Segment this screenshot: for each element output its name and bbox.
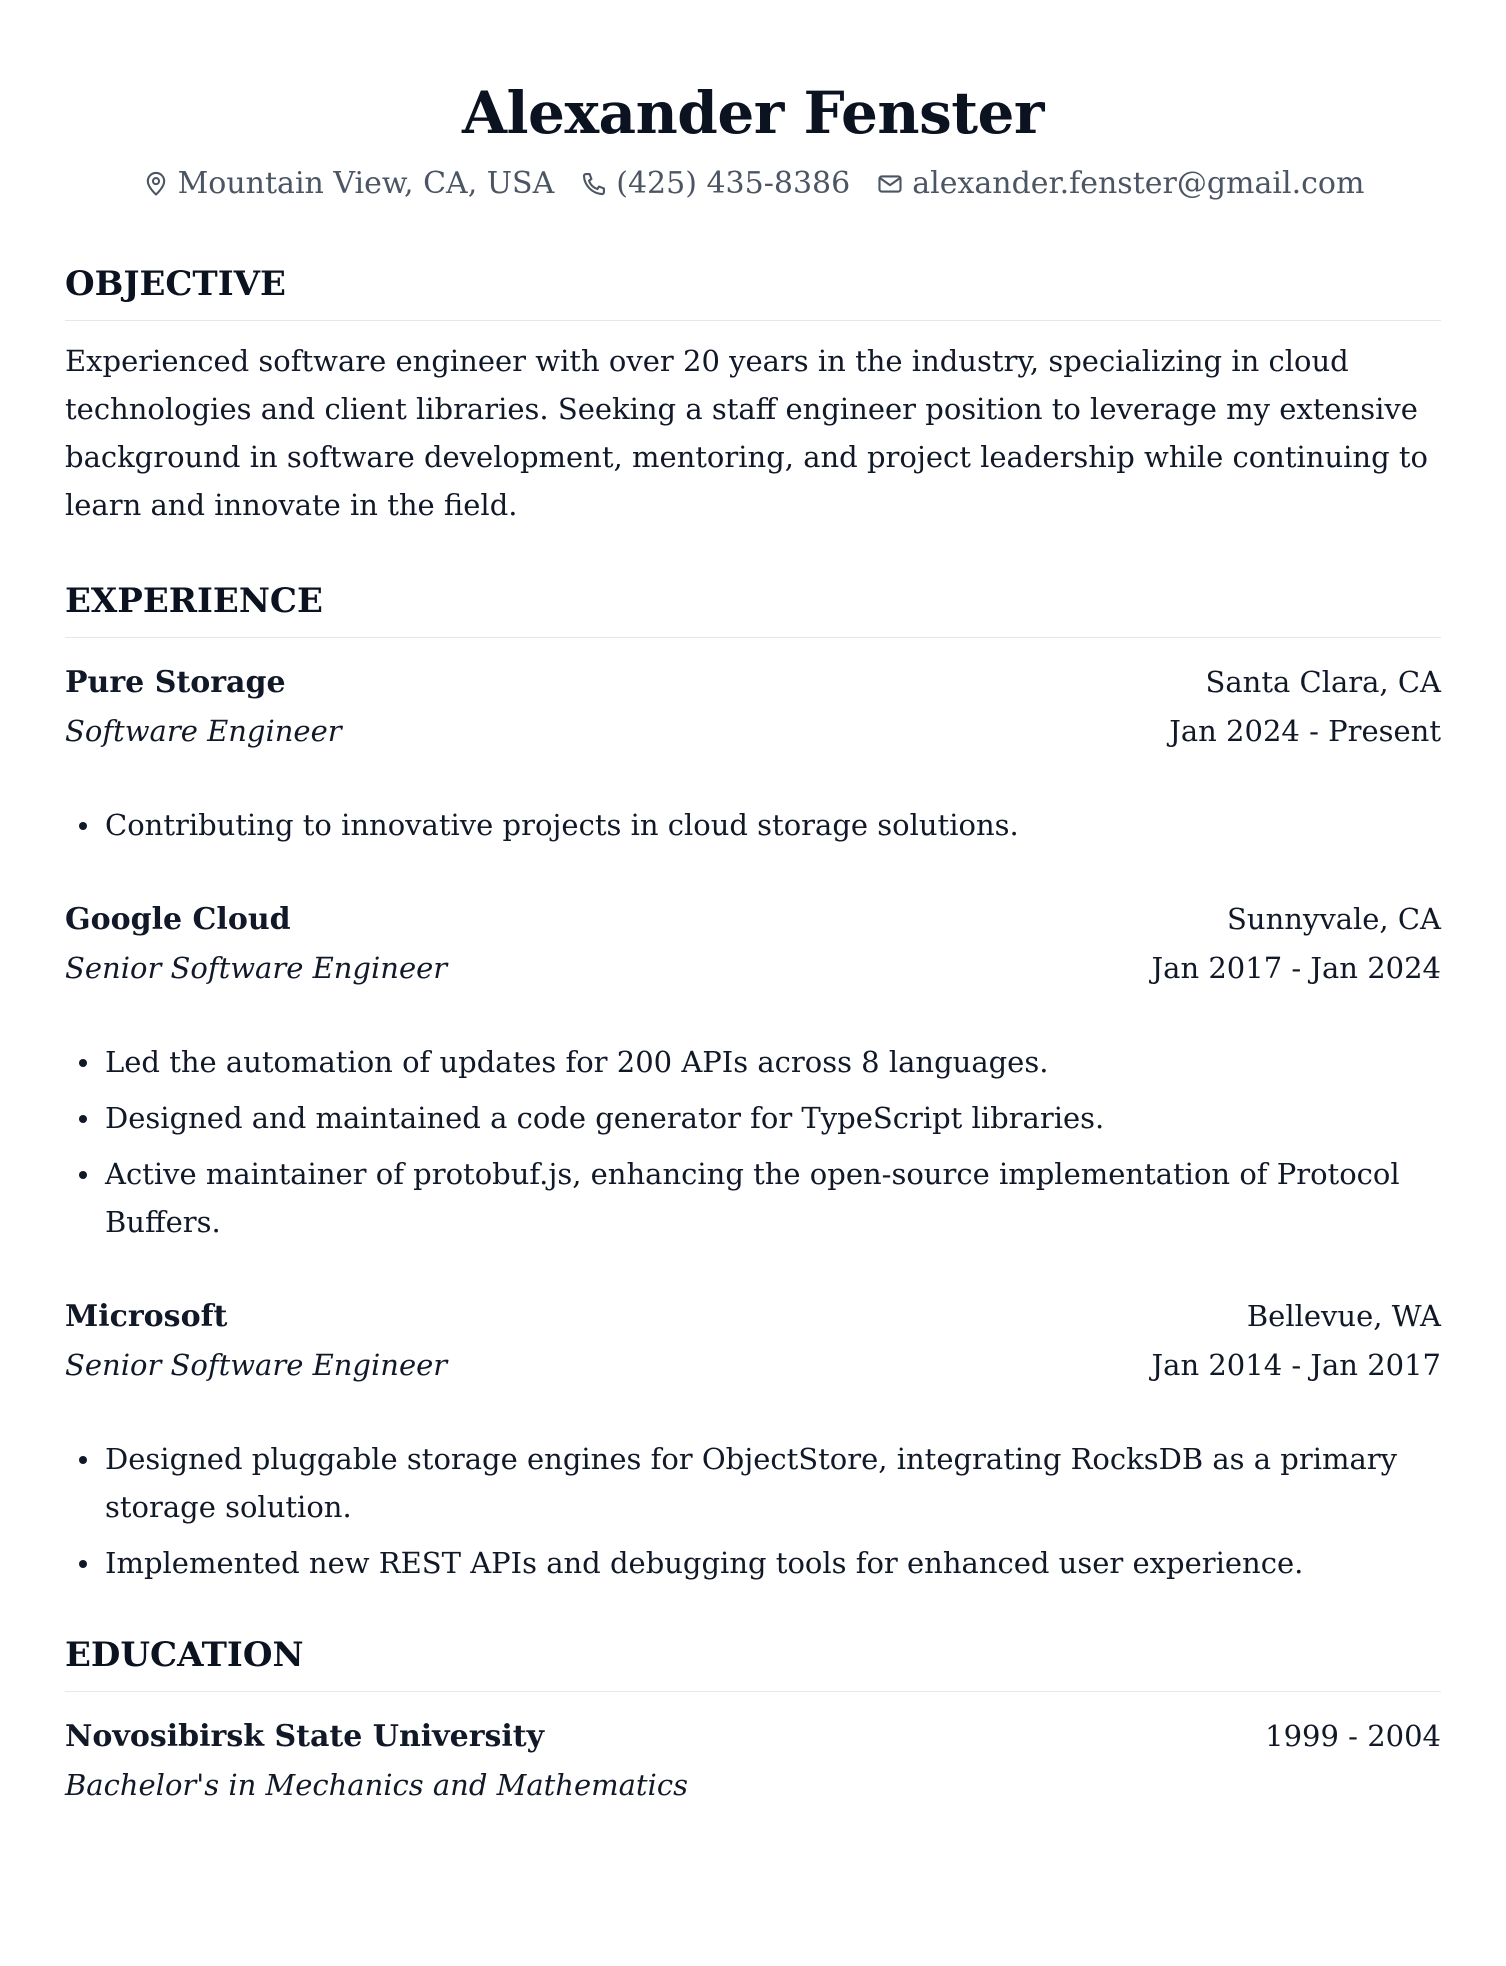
school-name: Novosibirsk State University bbox=[65, 1719, 545, 1754]
job-role-row bbox=[65, 707, 1441, 755]
job-bullets bbox=[65, 801, 1441, 849]
job-role-row bbox=[65, 944, 1441, 992]
job-entry bbox=[65, 1292, 1441, 1587]
job-role-row bbox=[65, 1341, 1441, 1389]
objective-text: Experienced software engineer with over 20 years in the industry, specializing in cloud technologies and client libraries. Seeking a staff engineer position to leverage my extensive background in software development, mentoring, and project leadership while continuing to learn and innovate in the field. bbox=[65, 344, 1428, 522]
job-company: Microsoft bbox=[65, 1299, 228, 1334]
job-location: Bellevue, WA bbox=[1246, 1299, 1441, 1333]
contact-bar bbox=[65, 164, 1441, 204]
list-item: Designed pluggable storage engines for ObjectStore, integrating RocksDB as a primary storage solution. bbox=[65, 1435, 1441, 1531]
job-company: Google Cloud bbox=[65, 902, 291, 937]
job-entry bbox=[65, 895, 1441, 1246]
job-location: Santa Clara, CA bbox=[1205, 665, 1441, 699]
education-section bbox=[65, 1633, 1441, 1809]
job-location: Sunnyvale, CA bbox=[1227, 902, 1441, 936]
contact-location bbox=[142, 164, 555, 204]
phone-text[interactable]: (425) 435-8386 bbox=[616, 166, 851, 201]
job-header-row bbox=[65, 1292, 1441, 1341]
contact-email[interactable] bbox=[876, 164, 1364, 204]
job-bullets bbox=[65, 1038, 1441, 1246]
job-dates: Jan 2024 - Present bbox=[1169, 714, 1441, 748]
job-bullets bbox=[65, 1435, 1441, 1587]
email-link[interactable]: alexander.fenster@gmail.com bbox=[912, 166, 1365, 201]
education-degree-row bbox=[65, 1761, 1441, 1809]
objective-heading: OBJECTIVE bbox=[65, 262, 1441, 321]
job-header-row bbox=[65, 895, 1441, 944]
experience-heading: EXPERIENCE bbox=[65, 579, 1441, 638]
list-item: Led the automation of updates for 200 APIs across 8 languages. bbox=[65, 1038, 1441, 1086]
school-dates: 1999 - 2004 bbox=[1265, 1719, 1441, 1753]
list-item: Implemented new REST APIs and debugging tools for enhanced user experience. bbox=[65, 1539, 1441, 1587]
objective-section bbox=[65, 262, 1441, 529]
job-dates: Jan 2017 - Jan 2024 bbox=[1151, 951, 1441, 985]
list-item: Designed and maintained a code generator for TypeScript libraries. bbox=[65, 1094, 1441, 1142]
page-title: Alexander Fenster bbox=[462, 79, 1044, 147]
job-dates: Jan 2014 - Jan 2017 bbox=[1151, 1348, 1441, 1382]
list-item: Contributing to innovative projects in cloud storage solutions. bbox=[65, 801, 1441, 849]
education-entry bbox=[65, 1712, 1441, 1809]
job-role: Software Engineer bbox=[65, 714, 342, 748]
location-text: Mountain View, CA, USA bbox=[177, 166, 555, 201]
education-heading: EDUCATION bbox=[65, 1633, 1441, 1692]
job-header-row bbox=[65, 658, 1441, 707]
job-role: Senior Software Engineer bbox=[65, 1348, 448, 1382]
education-header-row bbox=[65, 1712, 1441, 1761]
phone-icon bbox=[580, 170, 608, 198]
job-company: Pure Storage bbox=[65, 665, 286, 700]
mail-icon bbox=[876, 170, 904, 198]
job-role: Senior Software Engineer bbox=[65, 951, 448, 985]
school-degree: Bachelor's in Mechanics and Mathematics bbox=[65, 1768, 688, 1802]
list-item: Active maintainer of protobuf.js, enhancing the open-source implementation of Protocol Buffers. bbox=[65, 1150, 1441, 1246]
job-entry bbox=[65, 658, 1441, 849]
experience-section bbox=[65, 579, 1441, 1587]
map-pin-icon bbox=[142, 170, 170, 198]
contact-phone[interactable] bbox=[580, 164, 850, 204]
